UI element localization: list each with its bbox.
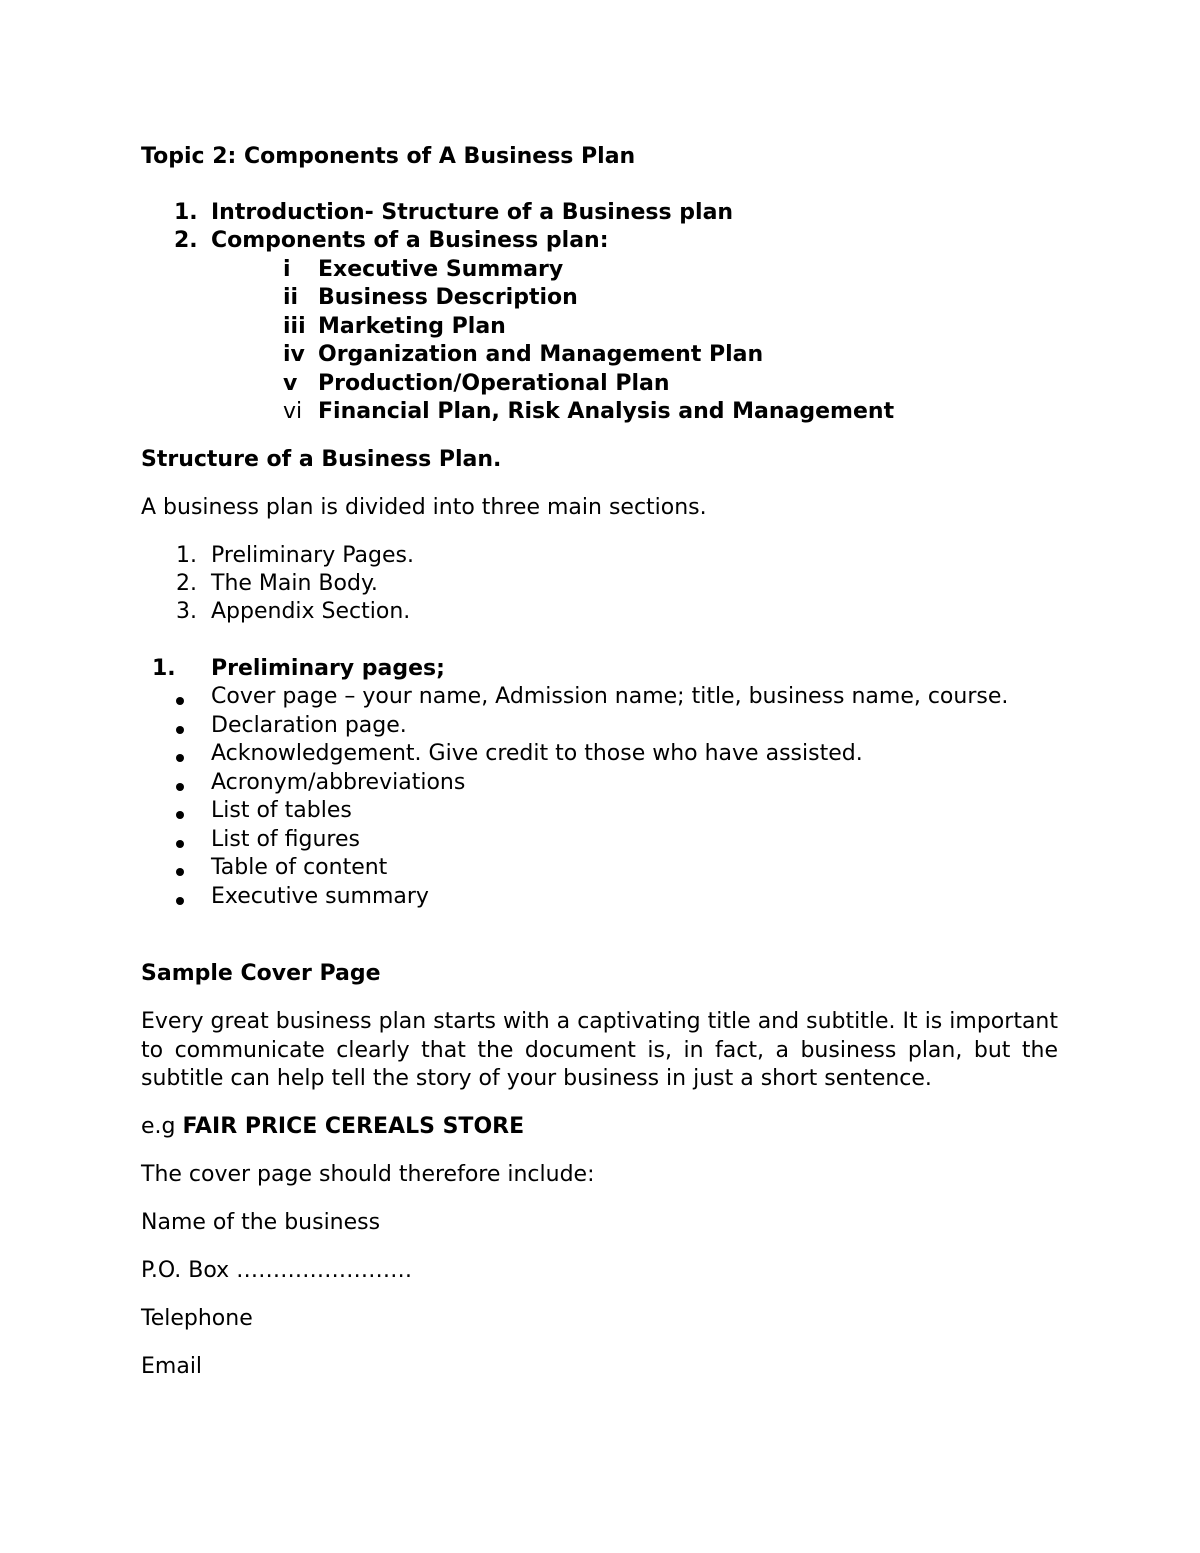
structure-intro: A business plan is divided into three main sections. (141, 495, 707, 520)
bullet-icon (176, 811, 184, 819)
bullet-icon (176, 840, 184, 848)
component-numeral: iii (283, 314, 306, 339)
cover-field: Name of the business (141, 1210, 381, 1235)
bullet-icon (176, 897, 184, 905)
component-item: Organization and Management Plan (318, 342, 764, 367)
list-item: Acronym/abbreviations (211, 770, 466, 795)
list-item: List of figures (211, 827, 360, 852)
example-business-name: FAIR PRICE CEREALS STORE (182, 1114, 525, 1139)
bullet-icon (176, 783, 184, 791)
page-title: Topic 2: Components of A Business Plan (141, 144, 636, 169)
list-item: List of tables (211, 798, 352, 823)
list-item: Table of content (211, 855, 388, 880)
section-item: Preliminary Pages. (211, 543, 414, 568)
outline-item: Introduction- Structure of a Business plan (211, 200, 734, 225)
section-number: 3. (176, 599, 197, 624)
cover-field: P.O. Box …………………… (141, 1258, 413, 1283)
example-line (141, 1113, 524, 1141)
section-item: Appendix Section. (211, 599, 411, 624)
cover-field: Email (141, 1354, 203, 1379)
section-number: 1. (176, 543, 197, 568)
outline-item: Components of a Business plan: (211, 228, 609, 253)
outline-number: 1. (174, 200, 198, 225)
component-item: Financial Plan, Risk Analysis and Management (318, 399, 895, 424)
component-item: Business Description (318, 285, 578, 310)
bullet-icon (176, 726, 184, 734)
preliminary-heading: Preliminary pages; (211, 656, 445, 681)
list-item: Executive summary (211, 884, 429, 909)
section-item: The Main Body. (211, 571, 378, 596)
structure-heading: Structure of a Business Plan. (141, 447, 502, 472)
example-prefix: e.g (141, 1114, 183, 1139)
component-numeral: ii (283, 285, 299, 310)
component-numeral: i (283, 257, 291, 282)
list-item: Declaration page. (211, 713, 407, 738)
component-item: Production/Operational Plan (318, 371, 670, 396)
component-numeral: v (283, 371, 298, 396)
cover-paragraph: Every great business plan starts with a captivating title and subtitle. It is important to communicate clearly that the document is, in fact, a business plan, but the subtitle can help tell the story of your business in just a short sentence. (141, 1009, 1058, 1091)
component-item: Marketing Plan (318, 314, 506, 339)
bullet-icon (176, 868, 184, 876)
section-number: 2. (176, 571, 197, 596)
component-numeral: iv (283, 342, 305, 367)
list-item: Cover page – your name, Admission name; title, business name, course. (211, 684, 1009, 709)
bullet-icon (176, 754, 184, 762)
preliminary-number: 1. (152, 656, 176, 681)
include-intro: The cover page should therefore include: (141, 1162, 595, 1187)
bullet-icon (176, 697, 184, 705)
cover-field: Telephone (141, 1306, 253, 1331)
cover-heading: Sample Cover Page (141, 961, 381, 986)
component-numeral: vi (283, 399, 303, 424)
list-item: Acknowledgement. Give credit to those who have assisted. (211, 741, 863, 766)
component-item: Executive Summary (318, 257, 564, 282)
outline-number: 2. (174, 228, 198, 253)
